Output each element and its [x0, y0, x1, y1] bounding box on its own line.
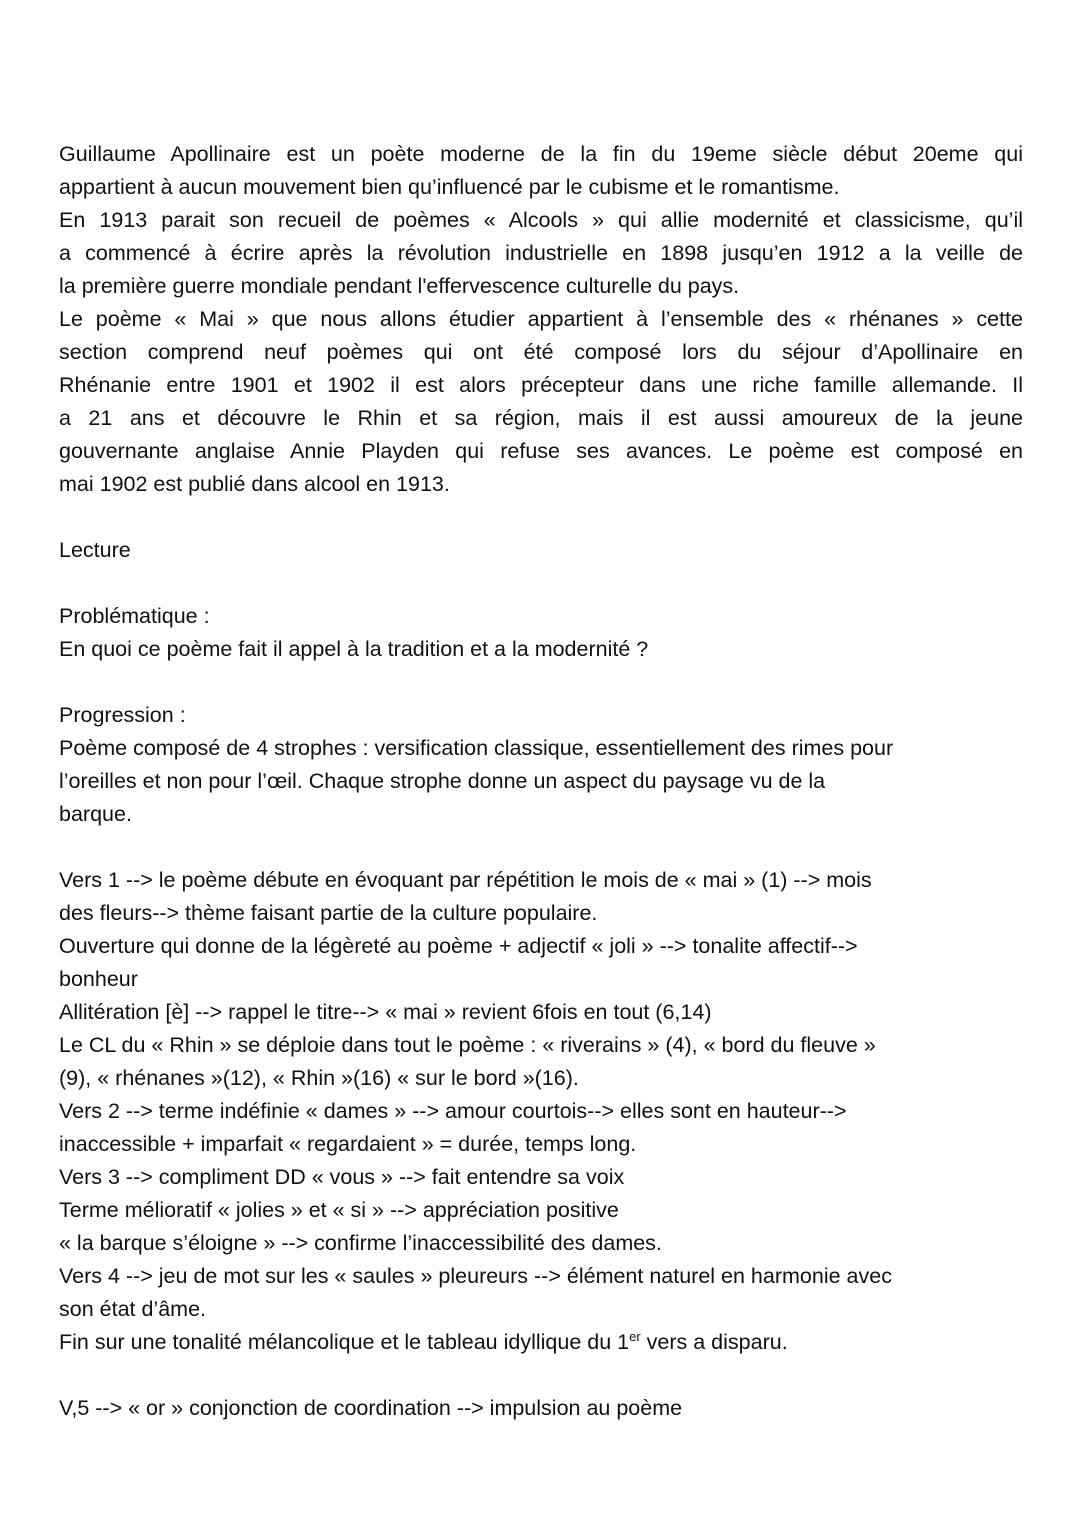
analysis-line-12: « la barque s’éloigne » --> confirme l’inaccessibilité des dames.: [59, 1231, 662, 1255]
analysis-line-13: Vers 4 --> jeu de mot sur les « saules » pleureurs --> élément naturel en harmonie avec: [59, 1264, 892, 1288]
progression-line-1: Poème composé de 4 strophes : versification classique, essentiellement des rimes pour: [59, 736, 894, 760]
problematique-heading: Problématique :: [59, 604, 210, 628]
analysis-line-final: [59, 1326, 1023, 1359]
intro-line-4: a commencé à écrire après la révolution industrielle en 1898 jusqu’en 1912 a la veille de: [59, 241, 1023, 265]
final-text-start: Fin sur une tonalité mélancolique et le tableau idyllique du 1: [59, 1330, 630, 1354]
spacer: [59, 666, 1023, 699]
analysis-line-1: Vers 1 --> le poème débute en évoquant par répétition le mois de « mai » (1) --> mois: [59, 868, 872, 892]
verse-5-line: V,5 --> « or » conjonction de coordination --> impulsion au poème: [59, 1396, 683, 1420]
spacer: [59, 1359, 1023, 1392]
progression-line-2: l’oreilles et non pour l’œil. Chaque strophe donne un aspect du paysage vu de la: [59, 769, 826, 793]
intro-line-5: la première guerre mondiale pendant l'effervescence culturelle du pays.: [59, 274, 740, 298]
progression-heading: Progression :: [59, 703, 186, 727]
intro-line-10: gouvernante anglaise Annie Playden qui refuse ses avances. Le poème est composé en: [59, 439, 1023, 463]
intro-line-7: section comprend neuf poèmes qui ont été composé lors du séjour d’Apollinaire en: [59, 340, 1023, 364]
intro-line-2: appartient à aucun mouvement bien qu’influencé par le cubisme et le romantisme.: [59, 175, 840, 199]
analysis-line-6: Le CL du « Rhin » se déploie dans tout le poème : « riverains » (4), « bord du fleuve »: [59, 1033, 876, 1057]
intro-paragraph: [59, 138, 1023, 501]
intro-line-6: Le poème « Mai » que nous allons étudier appartient à l’ensemble des « rhénanes » cette: [59, 307, 1023, 331]
analysis-line-7: (9), « rhénanes »(12), « Rhin »(16) « sur le bord »(16).: [59, 1066, 579, 1090]
analysis-line-10: Vers 3 --> compliment DD « vous » --> fait entendre sa voix: [59, 1165, 625, 1189]
analysis-line-8: Vers 2 --> terme indéfinie « dames » --> amour courtois--> elles sont en hauteur-->: [59, 1099, 847, 1123]
final-text-end: vers a disparu.: [640, 1330, 788, 1354]
spacer: [59, 501, 1023, 534]
intro-line-8: Rhénanie entre 1901 et 1902 il est alors précepteur dans une riche famille allemande. Il: [59, 373, 1023, 397]
document-page: [59, 138, 1023, 1425]
ordinal-superscript: er: [629, 1328, 641, 1344]
problematique-question: En quoi ce poème fait il appel à la tradition et a la modernité ?: [59, 637, 649, 661]
analysis-line-5: Allitération [è] --> rappel le titre--> « mai » revient 6fois en tout (6,14): [59, 1000, 712, 1024]
lecture-heading: Lecture: [59, 538, 131, 562]
progression-line-3: barque.: [59, 802, 132, 826]
analysis-line-14: son état d’âme.: [59, 1297, 207, 1321]
analysis-line-3: Ouverture qui donne de la légèreté au poème + adjectif « joli » --> tonalite affectif-->: [59, 934, 858, 958]
intro-line-1: Guillaume Apollinaire est un poète moderne de la fin du 19eme siècle début 20eme qui: [59, 142, 1023, 166]
analysis-section: [59, 864, 1023, 1359]
analysis-line-9: inaccessible + imparfait « regardaient » = durée, temps long.: [59, 1132, 637, 1156]
analysis-line-4: bonheur: [59, 967, 138, 991]
intro-line-11: mai 1902 est publié dans alcool en 1913.: [59, 472, 450, 496]
intro-line-3: En 1913 parait son recueil de poèmes « Alcools » qui allie modernité et classicisme, qu’il: [59, 208, 1023, 232]
spacer: [59, 831, 1023, 864]
analysis-line-11: Terme mélioratif « jolies » et « si » --> appréciation positive: [59, 1198, 619, 1222]
analysis-line-2: des fleurs--> thème faisant partie de la culture populaire.: [59, 901, 598, 925]
intro-line-9: a 21 ans et découvre le Rhin et sa région, mais il est aussi amoureux de la jeune: [59, 406, 1023, 430]
spacer: [59, 567, 1023, 600]
